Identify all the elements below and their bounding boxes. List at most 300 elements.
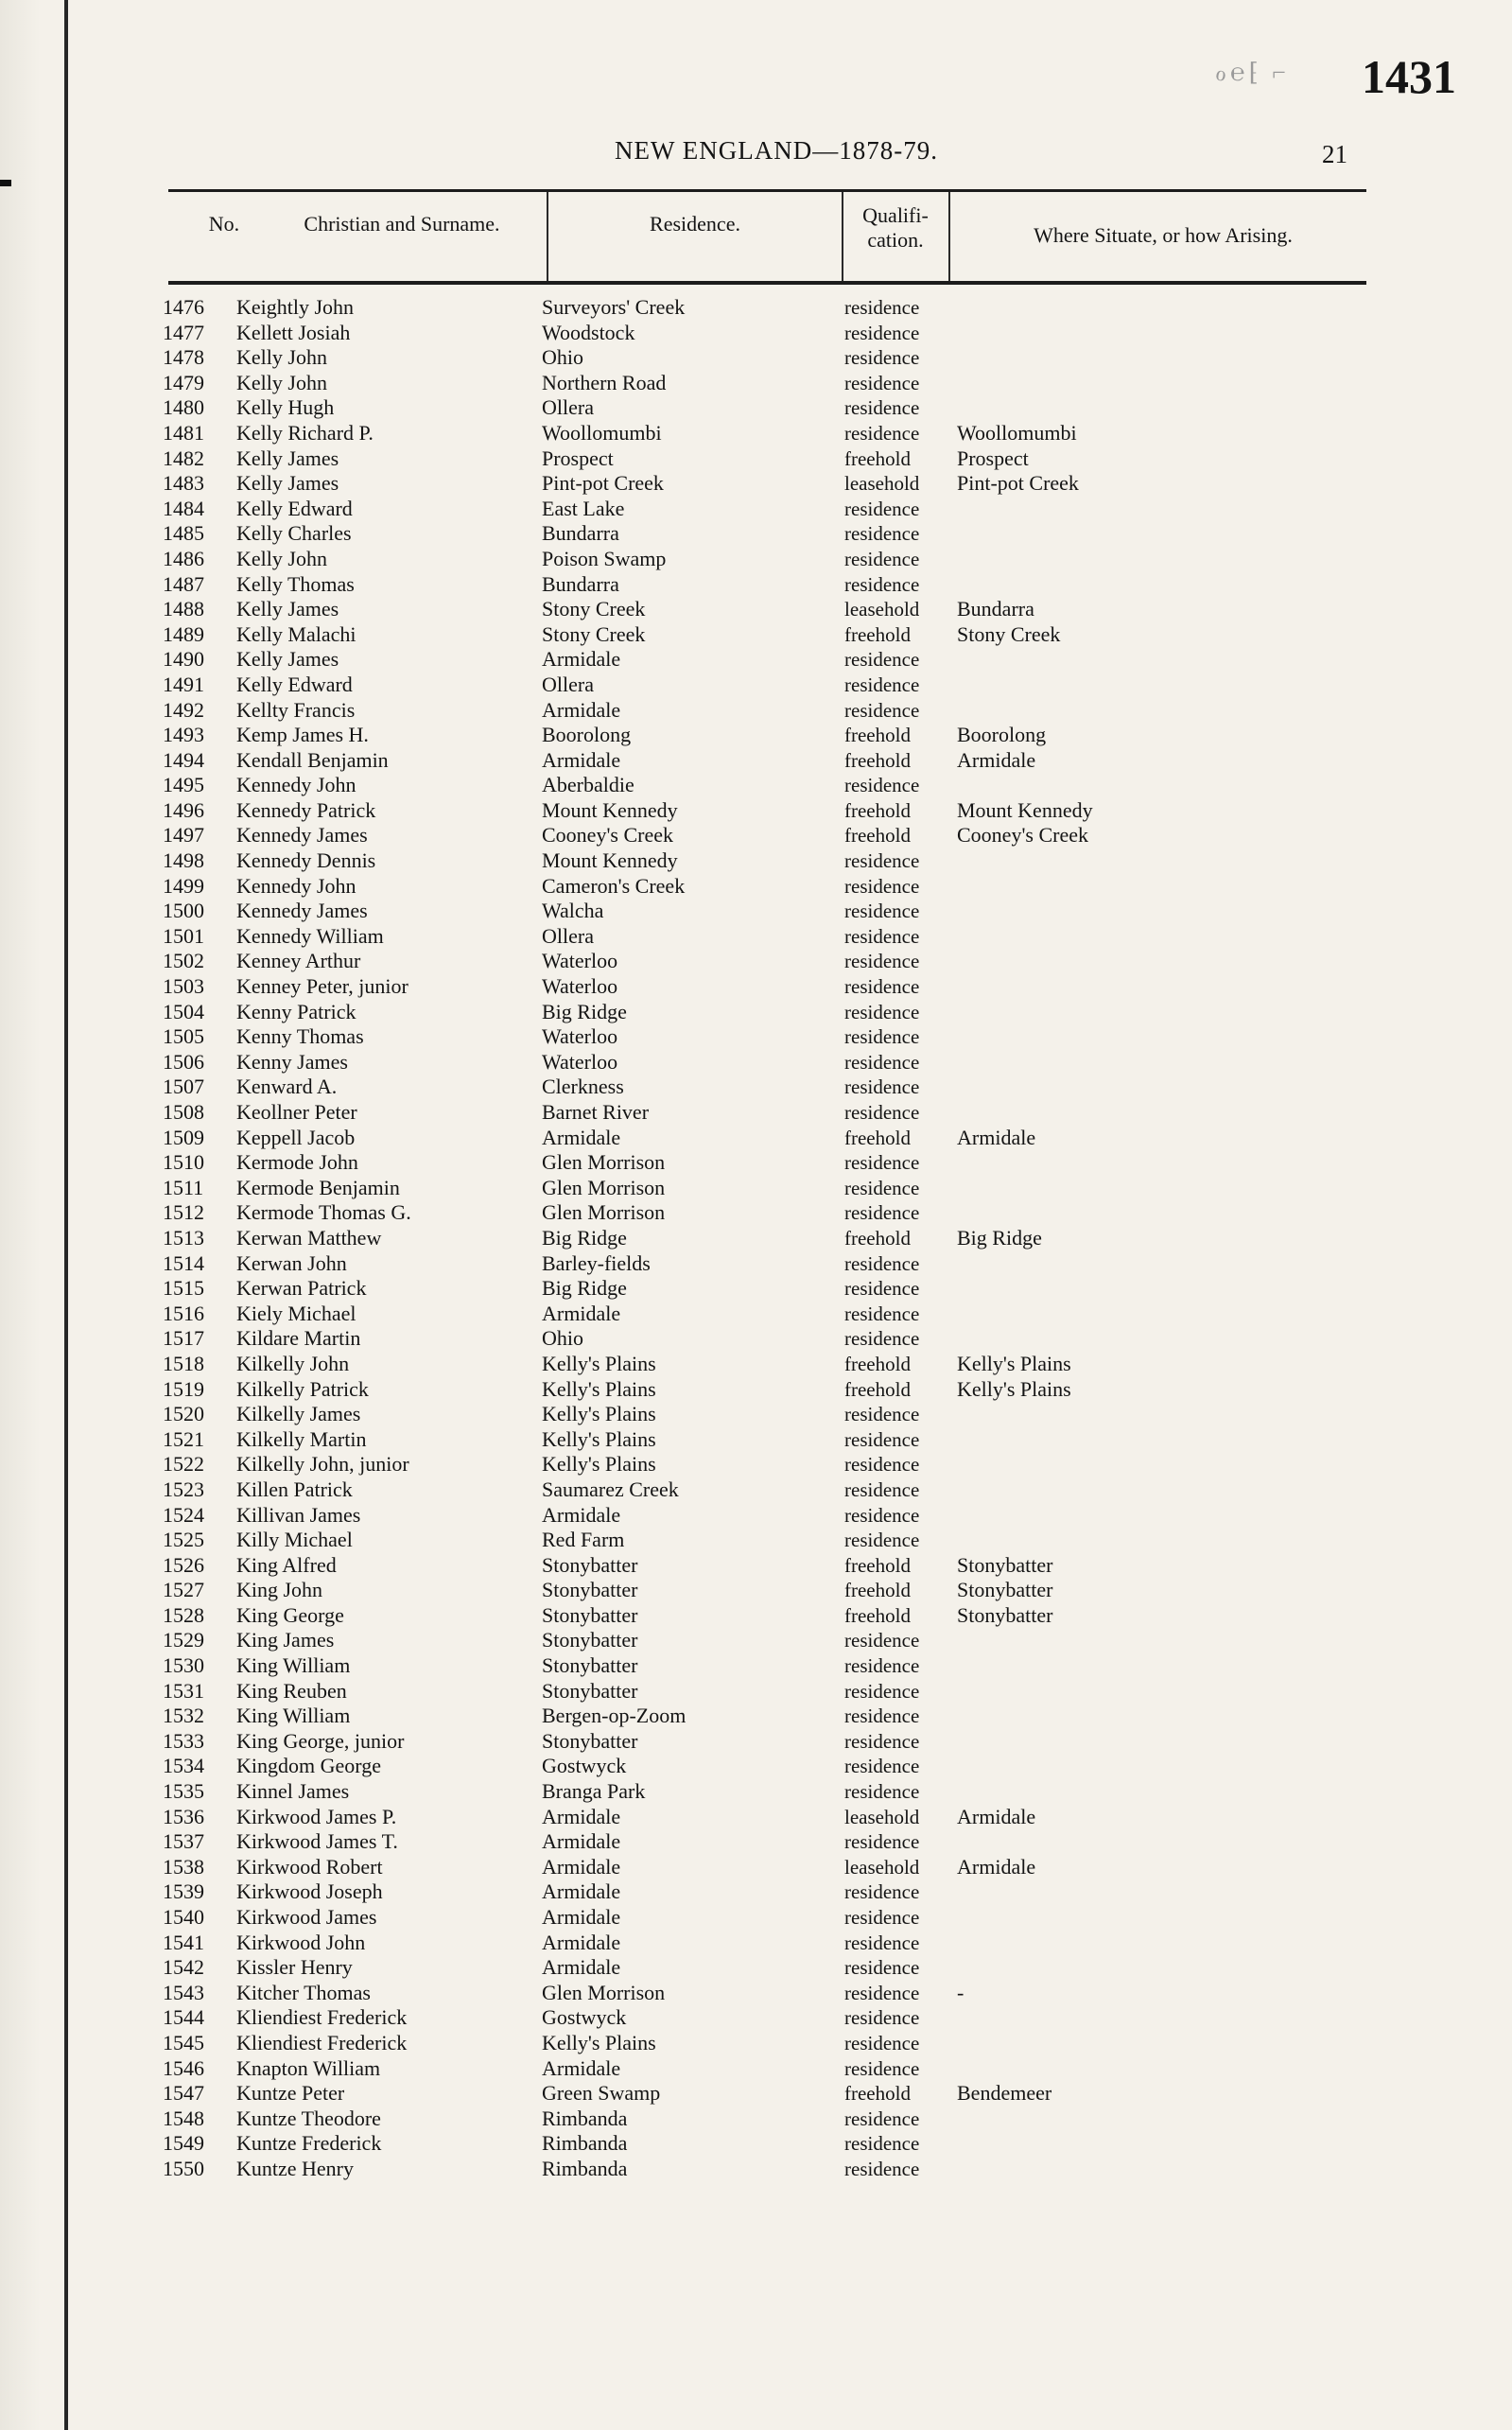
- table-row: [0, 2131, 1512, 2157]
- entry-number: 1521: [163, 1426, 204, 1451]
- entry-qualification: residence: [844, 1503, 920, 1527]
- entry-number: 1532: [163, 1704, 204, 1728]
- table-row: [0, 1879, 1512, 1905]
- entry-qualification: residence: [844, 1302, 920, 1325]
- table-row: [0, 2056, 1512, 2082]
- entry-residence: Branga Park: [542, 1779, 646, 1804]
- entry-qualification: residence: [844, 1981, 920, 2004]
- entry-name: King William: [236, 1653, 351, 1678]
- table-row: [0, 1302, 1512, 1327]
- header-qualification: Qualifi- cation.: [862, 203, 929, 252]
- table-row: [0, 1402, 1512, 1427]
- entry-name: Kermode Thomas G.: [236, 1200, 411, 1225]
- entry-residence: Green Swamp: [542, 2081, 661, 2106]
- entry-qualification: residence: [844, 1755, 920, 1778]
- entry-qualification: freehold: [844, 1126, 911, 1149]
- table-row: [0, 1427, 1512, 1453]
- entry-residence: Armidale: [542, 697, 621, 722]
- entry-qualification: residence: [844, 1880, 920, 1904]
- entry-residence: Big Ridge: [542, 1225, 627, 1250]
- entry-residence: Waterloo: [542, 1024, 618, 1049]
- header-name: Christian and Surname.: [304, 212, 500, 236]
- entry-residence: Rimbanda: [542, 2131, 628, 2156]
- entry-qualification: residence: [844, 774, 920, 797]
- entry-residence: Ollera: [542, 672, 594, 696]
- entry-qualification: residence: [844, 1729, 920, 1753]
- entry-name: King George, junior: [236, 1728, 405, 1753]
- table-row: [0, 1452, 1512, 1477]
- entry-residence: Armidale: [542, 747, 621, 772]
- entry-residence: Stony Creek: [542, 597, 646, 621]
- table-row: [0, 622, 1512, 648]
- table-row: [0, 1377, 1512, 1403]
- entry-number: 1502: [163, 949, 204, 973]
- entry-residence: Ollera: [542, 395, 594, 420]
- entry-number: 1538: [163, 1854, 204, 1879]
- table-header-rule: [168, 281, 1366, 285]
- entry-name: Kitcher Thomas: [236, 1980, 371, 2004]
- entry-where-situate: Kelly's Plains: [957, 1351, 1071, 1375]
- entry-residence: Gostwyck: [542, 2005, 627, 2030]
- entry-qualification: leasehold: [844, 1805, 920, 1828]
- entry-qualification: residence: [844, 673, 920, 696]
- entry-qualification: residence: [844, 547, 920, 570]
- table-row: [0, 748, 1512, 774]
- table-row: [0, 1200, 1512, 1226]
- entry-qualification: residence: [844, 1101, 920, 1124]
- table-row: [0, 1704, 1512, 1729]
- entry-name: Kirkwood James P.: [236, 1804, 397, 1828]
- entry-number: 1490: [163, 647, 204, 672]
- entry-number: 1539: [163, 1879, 204, 1904]
- table-row: [0, 1326, 1512, 1352]
- entry-qualification: residence: [844, 2031, 920, 2054]
- entry-residence: Big Ridge: [542, 1276, 627, 1301]
- entry-qualification: freehold: [844, 748, 911, 772]
- entry-where-situate: Cooney's Creek: [957, 823, 1088, 848]
- entry-qualification: residence: [844, 1201, 920, 1225]
- entry-number: 1547: [163, 2081, 204, 2106]
- table-row: [0, 2081, 1512, 2107]
- entry-name: Kelly Malachi: [236, 621, 356, 646]
- entry-name: Kelly Edward: [236, 672, 353, 696]
- entry-number: 1519: [163, 1376, 204, 1401]
- table-row: [0, 924, 1512, 950]
- entry-qualification: leasehold: [844, 598, 920, 621]
- entry-qualification: residence: [844, 371, 920, 394]
- entry-number: 1483: [163, 471, 204, 496]
- table-row: [0, 295, 1512, 321]
- entry-qualification: residence: [844, 698, 920, 722]
- entry-qualification: residence: [844, 648, 920, 672]
- entry-residence: Red Farm: [542, 1528, 625, 1552]
- entry-number: 1509: [163, 1125, 204, 1149]
- entry-name: King Alfred: [236, 1552, 337, 1577]
- table-row: [0, 647, 1512, 673]
- entry-name: Kenney Arthur: [236, 949, 361, 973]
- entry-name: Kildare Martin: [236, 1326, 361, 1351]
- entry-name: Kiely Michael: [236, 1301, 356, 1325]
- entry-qualification: residence: [844, 1477, 920, 1501]
- table-row: [0, 521, 1512, 547]
- table-row: [0, 572, 1512, 598]
- entry-name: Kirkwood Joseph: [236, 1879, 383, 1904]
- table-row: [0, 497, 1512, 522]
- entry-qualification: residence: [844, 346, 920, 370]
- table-row: [0, 1981, 1512, 2006]
- entry-number: 1491: [163, 672, 204, 696]
- entry-number: 1507: [163, 1075, 204, 1099]
- table-top-rule: [168, 189, 1366, 192]
- table-row: [0, 1176, 1512, 1201]
- entry-qualification: freehold: [844, 1603, 911, 1627]
- table-row: [0, 1829, 1512, 1855]
- entry-number: 1476: [163, 295, 204, 319]
- entry-name: Kelly Hugh: [236, 395, 335, 420]
- entry-name: Kirkwood James: [236, 1905, 377, 1929]
- entry-number: 1487: [163, 571, 204, 596]
- entry-name: Killy Michael: [236, 1528, 353, 1552]
- entry-qualification: residence: [844, 1176, 920, 1199]
- entry-residence: Waterloo: [542, 974, 618, 999]
- entry-where-situate: Bundarra: [957, 597, 1034, 621]
- entry-residence: Kelly's Plains: [542, 1402, 656, 1426]
- table-row: [0, 1805, 1512, 1830]
- entry-name: King James: [236, 1628, 335, 1652]
- entry-residence: Stonybatter: [542, 1552, 638, 1577]
- entry-number: 1524: [163, 1502, 204, 1527]
- entry-qualification: residence: [844, 900, 920, 923]
- entry-residence: Armidale: [542, 1804, 621, 1828]
- entry-residence: Barley-fields: [542, 1250, 651, 1275]
- entry-residence: Stonybatter: [542, 1578, 638, 1602]
- entry-residence: Glen Morrison: [542, 1150, 666, 1175]
- entry-qualification: residence: [844, 1075, 920, 1099]
- entry-residence: Stony Creek: [542, 621, 646, 646]
- entry-residence: Surveyors' Creek: [542, 295, 686, 319]
- entry-residence: Kelly's Plains: [542, 2030, 656, 2054]
- entry-name: King William: [236, 1704, 351, 1728]
- table-row: [0, 2107, 1512, 2132]
- table-row: [0, 471, 1512, 497]
- entry-qualification: residence: [844, 2157, 920, 2180]
- table-row: [0, 1628, 1512, 1653]
- entry-name: Kelly James: [236, 471, 339, 496]
- entry-number: 1478: [163, 345, 204, 370]
- entry-number: 1486: [163, 546, 204, 570]
- entry-number: 1498: [163, 848, 204, 873]
- entry-number: 1526: [163, 1552, 204, 1577]
- entry-number: 1513: [163, 1225, 204, 1250]
- entry-number: 1520: [163, 1402, 204, 1426]
- table-row: [0, 2005, 1512, 2031]
- entry-residence: Armidale: [542, 1930, 621, 1954]
- table-row: [0, 1553, 1512, 1579]
- table-row: [0, 1126, 1512, 1151]
- entry-residence: Big Ridge: [542, 999, 627, 1023]
- entry-number: 1534: [163, 1754, 204, 1778]
- entry-name: Kilkelly James: [236, 1402, 361, 1426]
- table-row: [0, 421, 1512, 446]
- entry-name: Kirkwood James T.: [236, 1829, 398, 1854]
- entry-name: Kelly Richard P.: [236, 420, 374, 445]
- entry-residence: Stonybatter: [542, 1628, 638, 1652]
- entry-qualification: freehold: [844, 622, 911, 646]
- entry-name: Kirkwood John: [236, 1930, 366, 1954]
- entry-name: Kuntze Peter: [236, 2081, 345, 2106]
- entry-residence: Northern Road: [542, 370, 667, 394]
- table-row: [0, 1905, 1512, 1931]
- entry-number: 1489: [163, 621, 204, 646]
- header-no: No.: [208, 212, 240, 236]
- entry-number: 1536: [163, 1804, 204, 1828]
- table-row: [0, 773, 1512, 798]
- entry-qualification: freehold: [844, 1377, 911, 1401]
- entry-qualification: residence: [844, 1427, 920, 1451]
- entry-number: 1533: [163, 1728, 204, 1753]
- table-row: [0, 1855, 1512, 1880]
- entry-number: 1501: [163, 923, 204, 948]
- entry-name: Kliendiest Frederick: [236, 2030, 408, 2054]
- header-residence: Residence.: [650, 212, 740, 236]
- entry-number: 1515: [163, 1276, 204, 1301]
- entry-name: King John: [236, 1578, 323, 1602]
- entry-name: Kelly James: [236, 647, 339, 672]
- entry-number: 1506: [163, 1049, 204, 1074]
- entry-name: Kennedy Dennis: [236, 848, 376, 873]
- entry-name: Kenny Patrick: [236, 999, 356, 1023]
- entry-name: Kennedy James: [236, 823, 368, 848]
- entry-qualification: freehold: [844, 824, 911, 848]
- table-row: [0, 874, 1512, 900]
- entry-number: 1545: [163, 2030, 204, 2054]
- entry-residence: Mount Kennedy: [542, 797, 678, 822]
- entry-residence: Armidale: [542, 1125, 621, 1149]
- entry-number: 1522: [163, 1452, 204, 1477]
- entry-name: Kissler Henry: [236, 1955, 353, 1980]
- entry-name: King George: [236, 1602, 344, 1627]
- entry-name: Kerwan Patrick: [236, 1276, 367, 1301]
- entry-where-situate: Armidale: [957, 747, 1036, 772]
- entry-number: 1543: [163, 1980, 204, 2004]
- entry-name: Killivan James: [236, 1502, 361, 1527]
- entry-residence: Armidale: [542, 1829, 621, 1854]
- entry-name: Kelly John: [236, 345, 327, 370]
- entry-qualification: leasehold: [844, 472, 920, 496]
- entry-name: Kelly John: [236, 370, 327, 394]
- table-row: [0, 673, 1512, 698]
- entry-number: 1494: [163, 747, 204, 772]
- entry-qualification: residence: [844, 2107, 920, 2130]
- entry-name: Kuntze Frederick: [236, 2131, 382, 2156]
- entry-qualification: residence: [844, 2132, 920, 2156]
- entry-name: Kenward A.: [236, 1075, 338, 1099]
- entry-qualification: residence: [844, 296, 920, 319]
- entry-qualification: leasehold: [844, 1855, 920, 1879]
- entry-name: Kellett Josiah: [236, 320, 351, 344]
- entry-residence: Aberbaldie: [542, 773, 634, 797]
- entry-name: Kelly John: [236, 546, 327, 570]
- entry-residence: Ohio: [542, 1326, 583, 1351]
- entry-residence: Barnet River: [542, 1100, 650, 1124]
- entry-residence: Glen Morrison: [542, 1200, 666, 1225]
- entry-residence: Poison Swamp: [542, 546, 667, 570]
- entry-number: 1518: [163, 1351, 204, 1375]
- column-divider: [948, 192, 950, 281]
- entry-residence: Gostwyck: [542, 1754, 627, 1778]
- entry-qualification: residence: [844, 1704, 920, 1728]
- table-row: [0, 597, 1512, 622]
- entry-number: 1481: [163, 420, 204, 445]
- table-row: [0, 1050, 1512, 1075]
- entry-qualification: residence: [844, 975, 920, 999]
- entry-number: 1495: [163, 773, 204, 797]
- entry-qualification: freehold: [844, 2082, 911, 2106]
- entry-name: Keollner Peter: [236, 1100, 357, 1124]
- column-divider: [842, 192, 843, 281]
- table-row: [0, 395, 1512, 421]
- entry-where-situate: Pint-pot Creek: [957, 471, 1079, 496]
- entry-residence: Stonybatter: [542, 1653, 638, 1678]
- entry-name: Kenney Peter, junior: [236, 974, 408, 999]
- entry-qualification: residence: [844, 1529, 920, 1552]
- entry-number: 1492: [163, 697, 204, 722]
- entry-number: 1517: [163, 1326, 204, 1351]
- entry-residence: Pint-pot Creek: [542, 471, 664, 496]
- entry-residence: Cooney's Creek: [542, 823, 673, 848]
- entry-number: 1512: [163, 1200, 204, 1225]
- entry-residence: Kelly's Plains: [542, 1376, 656, 1401]
- entry-qualification: residence: [844, 522, 920, 546]
- entry-name: Kinnel James: [236, 1779, 350, 1804]
- entry-where-situate: Armidale: [957, 1854, 1036, 1879]
- entry-name: Kelly Edward: [236, 496, 353, 520]
- table-row: [0, 371, 1512, 396]
- entry-qualification: freehold: [844, 446, 911, 470]
- entry-qualification: residence: [844, 1000, 920, 1023]
- running-head: NEW ENGLAND—1878-79.: [615, 136, 938, 165]
- entry-name: Kenny Thomas: [236, 1024, 364, 1049]
- entry-qualification: residence: [844, 497, 920, 520]
- entry-name: Kelly Thomas: [236, 571, 355, 596]
- entry-residence: Glen Morrison: [542, 1980, 666, 2004]
- entry-residence: Armidale: [542, 647, 621, 672]
- entry-number: 1496: [163, 797, 204, 822]
- entry-qualification: residence: [844, 1931, 920, 1954]
- entry-number: 1525: [163, 1528, 204, 1552]
- entry-qualification: residence: [844, 1327, 920, 1351]
- entry-number: 1477: [163, 320, 204, 344]
- entry-where-situate: Stony Creek: [957, 621, 1061, 646]
- entry-where-situate: Stonybatter: [957, 1602, 1053, 1627]
- entry-name: Kelly James: [236, 597, 339, 621]
- entry-name: Kellty Francis: [236, 697, 356, 722]
- entry-name: Keppell Jacob: [236, 1125, 356, 1149]
- faint-stamp: ℴ℮⁅ ⌐: [1215, 59, 1290, 86]
- entry-name: Kendall Benjamin: [236, 747, 389, 772]
- entry-qualification: residence: [844, 1780, 920, 1804]
- entry-number: 1528: [163, 1602, 204, 1627]
- entry-number: 1523: [163, 1477, 204, 1501]
- entry-qualification: freehold: [844, 1579, 911, 1602]
- entry-where-situate: Bendemeer: [957, 2081, 1052, 2106]
- entry-name: Kingdom George: [236, 1754, 381, 1778]
- entry-number: 1484: [163, 496, 204, 520]
- table-row: [0, 1352, 1512, 1377]
- entry-name: Kerwan John: [236, 1250, 347, 1275]
- entry-qualification: residence: [844, 1025, 920, 1049]
- entry-qualification: residence: [844, 1906, 920, 1929]
- entry-residence: Bundarra: [542, 521, 619, 546]
- entry-number: 1535: [163, 1779, 204, 1804]
- table-row: [0, 1503, 1512, 1529]
- table-row: [0, 899, 1512, 924]
- entry-residence: Mount Kennedy: [542, 848, 678, 873]
- entry-qualification: residence: [844, 1830, 920, 1854]
- table-row: [0, 1729, 1512, 1755]
- entry-number: 1493: [163, 723, 204, 747]
- entry-name: Kelly Charles: [236, 521, 352, 546]
- entry-where-situate: Armidale: [957, 1125, 1036, 1149]
- entry-name: Kennedy William: [236, 923, 384, 948]
- entry-number: 1546: [163, 2055, 204, 2080]
- entry-residence: Armidale: [542, 1854, 621, 1879]
- entry-qualification: residence: [844, 1654, 920, 1678]
- table-row: [0, 1000, 1512, 1025]
- entry-qualification: residence: [844, 1403, 920, 1426]
- entry-residence: Waterloo: [542, 1049, 618, 1074]
- entry-residence: Woollomumbi: [542, 420, 662, 445]
- entry-name: Kilkelly Martin: [236, 1426, 367, 1451]
- table-row: [0, 1779, 1512, 1805]
- table-row: [0, 1075, 1512, 1100]
- entry-where-situate: Stonybatter: [957, 1552, 1053, 1577]
- entry-name: Kelly James: [236, 446, 339, 470]
- entry-residence: Boorolong: [542, 723, 632, 747]
- entry-qualification: residence: [844, 1629, 920, 1652]
- margin-mark: [0, 180, 11, 186]
- entry-residence: Walcha: [542, 899, 604, 923]
- entry-name: Kemp James H.: [236, 723, 369, 747]
- entry-qualification: freehold: [844, 1226, 911, 1250]
- table-row: [0, 2031, 1512, 2056]
- folio-number: 1431: [1362, 50, 1456, 103]
- entry-where-situate: -: [957, 1980, 965, 2004]
- entry-name: Kennedy Patrick: [236, 797, 376, 822]
- entry-qualification: freehold: [844, 724, 911, 747]
- entry-name: Kuntze Henry: [236, 2156, 355, 2180]
- entry-number: 1510: [163, 1150, 204, 1175]
- entry-qualification: residence: [844, 1251, 920, 1275]
- entry-name: Kliendiest Frederick: [236, 2005, 408, 2030]
- entry-number: 1479: [163, 370, 204, 394]
- table-row: [0, 848, 1512, 874]
- entry-where-situate: Boorolong: [957, 723, 1047, 747]
- entry-residence: Armidale: [542, 1879, 621, 1904]
- entry-name: Kennedy John: [236, 873, 356, 898]
- table-row: [0, 974, 1512, 1000]
- entry-name: Kenny James: [236, 1049, 348, 1074]
- entry-where-situate: Mount Kennedy: [957, 797, 1093, 822]
- entry-qualification: residence: [844, 396, 920, 420]
- entry-residence: Cameron's Creek: [542, 873, 686, 898]
- entry-number: 1527: [163, 1578, 204, 1602]
- entry-number: 1542: [163, 1955, 204, 1980]
- entry-number: 1511: [163, 1175, 204, 1199]
- entry-residence: Kelly's Plains: [542, 1426, 656, 1451]
- entry-name: Keightly John: [236, 295, 355, 319]
- entry-where-situate: Woollomumbi: [957, 420, 1077, 445]
